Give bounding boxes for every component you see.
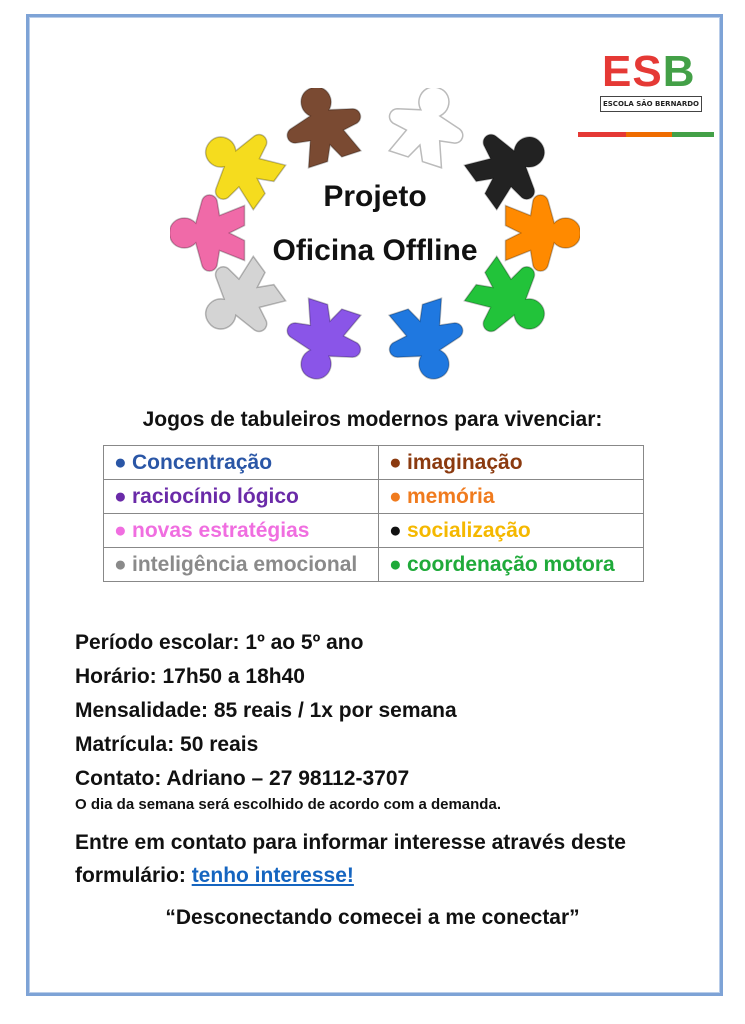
bullet-icon: ● xyxy=(389,519,402,542)
interest-form-link[interactable]: tenho interesse! xyxy=(191,864,354,887)
logo-letter: S xyxy=(632,47,663,96)
info-enrollment-fee: Matrícula: 50 reais xyxy=(75,733,259,756)
table-row xyxy=(104,480,644,514)
closing-quote: “Desconectando comecei a me conectar” xyxy=(165,906,580,929)
cta-text: Entre em contato para informar interesse através deste formulário: xyxy=(75,831,626,887)
meeple-piece xyxy=(275,295,371,388)
skill-text: memória xyxy=(407,485,495,508)
bullet-icon: ● xyxy=(114,451,127,474)
project-title xyxy=(230,170,520,278)
skill-text: imaginação xyxy=(407,451,523,474)
logo-letter: E xyxy=(602,47,633,96)
table-row xyxy=(104,446,644,480)
info-monthly-fee: Mensalidade: 85 reais / 1x por semana xyxy=(75,699,457,722)
info-school-period: Período escolar: 1º ao 5º ano xyxy=(75,631,364,654)
skill-text: raciocínio lógico xyxy=(132,485,299,508)
skill-text: coordenação motora xyxy=(407,553,615,576)
info-contact: Contato: Adriano – 27 98112-3707 xyxy=(75,767,410,790)
skills-table xyxy=(103,445,644,582)
skill-cell xyxy=(104,548,379,582)
logo-stripe-orange xyxy=(626,132,672,137)
course-info xyxy=(75,626,457,796)
bullet-icon: ● xyxy=(389,451,402,474)
title-line-2: Oficina Offline xyxy=(272,234,478,267)
meeple-piece xyxy=(275,88,371,171)
skill-text: Concentração xyxy=(132,451,273,474)
skill-text: inteligência emocional xyxy=(132,553,358,576)
weekday-note: O dia da semana será escolhido de acordo com a demanda. xyxy=(75,796,501,813)
skill-text: novas estratégias xyxy=(132,519,310,542)
skill-cell xyxy=(104,446,379,480)
skill-cell xyxy=(379,480,644,514)
meeple-piece xyxy=(379,88,475,171)
table-row xyxy=(104,514,644,548)
logo-subtitle: ESCOLA SÃO BERNARDO xyxy=(600,96,702,112)
activities-heading: Jogos de tabuleiros modernos para vivenciar: xyxy=(142,408,603,431)
skill-cell xyxy=(104,480,379,514)
bullet-icon: ● xyxy=(114,485,127,508)
skill-cell xyxy=(379,548,644,582)
table-row xyxy=(104,548,644,582)
meeple-piece xyxy=(379,295,475,388)
logo-stripe-red xyxy=(578,132,626,137)
info-schedule: Horário: 17h50 a 18h40 xyxy=(75,665,305,688)
call-to-action xyxy=(75,826,675,892)
skill-cell xyxy=(104,514,379,548)
logo-letters xyxy=(602,47,696,96)
logo-letter: B xyxy=(662,47,696,96)
skill-text: socialização xyxy=(407,519,531,542)
bullet-icon: ● xyxy=(114,553,127,576)
school-logo xyxy=(600,47,712,140)
skill-cell xyxy=(379,446,644,480)
bullet-icon: ● xyxy=(389,485,402,508)
bullet-icon: ● xyxy=(389,553,402,576)
bullet-icon: ● xyxy=(114,519,127,542)
logo-stripe-green xyxy=(672,132,714,137)
skill-cell xyxy=(379,514,644,548)
title-line-1: Projeto xyxy=(323,180,427,213)
